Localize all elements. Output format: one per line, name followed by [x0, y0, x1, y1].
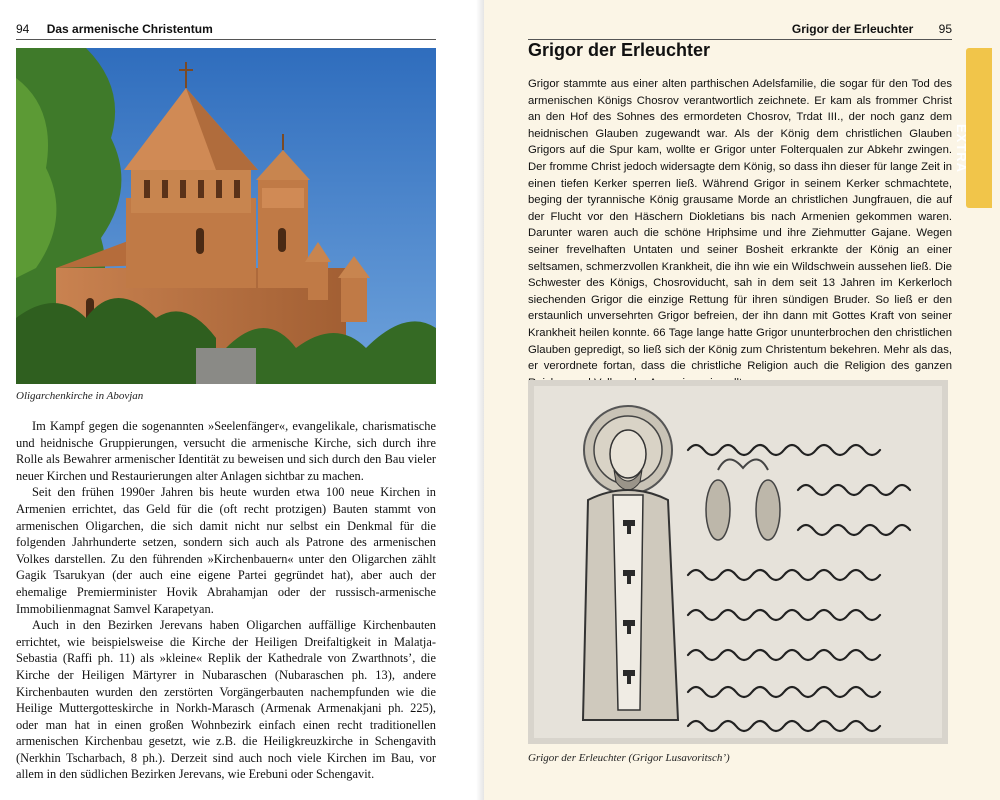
right-running-title: Grigor der Erleuchter — [791, 22, 914, 36]
extra-tab-label: EXTRA — [954, 124, 969, 174]
box-text — [528, 76, 952, 391]
photo-caption: Oligarchenkirche in Abovjan — [16, 390, 144, 402]
left-body-text — [16, 418, 436, 783]
left-running-header — [16, 22, 436, 40]
left-page — [0, 0, 484, 800]
manuscript-image — [528, 380, 948, 744]
box-title: Grigor der Erleuchter — [528, 40, 711, 60]
left-page-number: 94 — [16, 22, 30, 36]
left-paragraph-1: Im Kampf gegen die sogenannten »Seelenfänger«, evangelikale, charismatische und heidnische Gruppierungen, versucht die armenische Kirche, sich durch ihre Rolle als Bewahrer armenischer Identität zu beweisen und sich durch den Bau vieler neuer Kirchen und Restaurierungen alter Anlagen sichtbar zu machen. — [16, 419, 436, 483]
manuscript-caption: Grigor der Erleuchter (Grigor Lusavoritsch’) — [528, 752, 730, 764]
right-page-number: 95 — [938, 22, 952, 36]
right-running-header — [528, 22, 952, 40]
left-paragraph-2: Seit den frühen 1990er Jahren bis heute wurden etwa 100 neue Kirchen in Armenien errichtet, das Geld für die (oft recht protzigen) Bauten stammt von armenischen Oligarchen, die sich damit nicht nur selbst ein Denkmal für die folgenden Jahrhunderte setzen, sondern sich auch als Patrone des armenischen Volkes darstellen. Zu den führenden »Kirchenbauern« unter den Oligarchen zählt Gagik Tsarukyan (der auch eine eigene Partei gegründet hat), aber auch der ehemalige Premierminister Hovik Abrahamjan oder der russisch-armenische Immobilienmagnat Samvel Karapetyan. — [16, 485, 436, 616]
extra-side-tab — [954, 48, 992, 208]
box-paragraph: Grigor stammte aus einer alten parthischen Adelsfamilie, die sogar für den Tod des armenischen Königs Chosrov verantwortlich zeichnete. Er kam als frommer Christ an den Hof des Sohnes des ermordeten Chosrov, Trdat III., der noch ganz dem heidnischen Glauben zugewandt war. Als der König dem christlichen Glauben Grigors auf die Spur kam, wollte er Grigor unter Folterqualen zur Abkehr zwingen. Der fromme Christ jedoch widersagte dem König, so dass ihn dieser für lange Zeit in einen tiefen Kerker sperren ließ. Während Grigor in seinem Kerker schmachtete, beging der tyrannische König grausame Morde an christlichen Jungfrauen, die auf der Flucht vor den Häschern Diokletians bis nach Armenien gekommen waren. Darunter waren auch die schöne Hriphsime und ihre Ziehmutter Gajane. Wegen seiner frevelhaften Untaten und seiner Bosheit erkrankte der König an einer seltsamen, schmerzvollen Krankheit, die ihn wie ein Wildschwein aussehen ließ. Die Schwester des Königs, Chosroviducht, sah in dem seit 13 Jahren im Kerkerloch siechenden Grigor die einzige Rettung für ihren sündigen Bruder. So ließ er den erstaunlich unversehrten Grigor befreien, der ihn dann mit Gottes Kraft von seiner Krankheit heilen konnte. 66 Tage lange hatte Grigor ununterbrochen den christlichen Glauben gepredigt, so ließ sich der König zum Christentum bekehren. Mehr als das, er verordnete fortan, dass die christliche Religion auch die Religion des ganzen — [528, 78, 952, 373]
left-paragraph-3: Auch in den Bezirken Jerevans haben Oligarchen auffällige Kirchenbauten errichtet, wie beispielsweise die Kirche der Heiligen Dreifaltigkeit in Malatja-Sebastia (Raffi ph. 11) als »kleine« Replik der Kathedrale von Zwarthnots’, die Kirche der Heiligen Märtyrer in Nubaraschen (Nubaraschen ph. 13), andere Kirchenbauten wurden den zerstörten Vorgängerbauten nachempfunden wie die Heilige Muttergotteskirche in Norkh-Marasch (Armenak Armenakjani ph. 225), oder man hat in einen großen Wohnbezirk einfach einen recht traditionellen armenischen Kirchenbau gesetzt, wie z.B. die Heiligkreuzkirche in Schengavith (Nerkhin Tscharbach, 8 ph.). Derzeit sind auch noch viele Kirchen im Bau, vor allem in den südlichen Bezirken Jerevans, wie Erebuni oder Schengavit. — [16, 618, 436, 782]
right-page — [484, 0, 1000, 800]
left-running-title: Das armenische Christentum — [46, 22, 213, 36]
church-photo — [16, 48, 436, 384]
